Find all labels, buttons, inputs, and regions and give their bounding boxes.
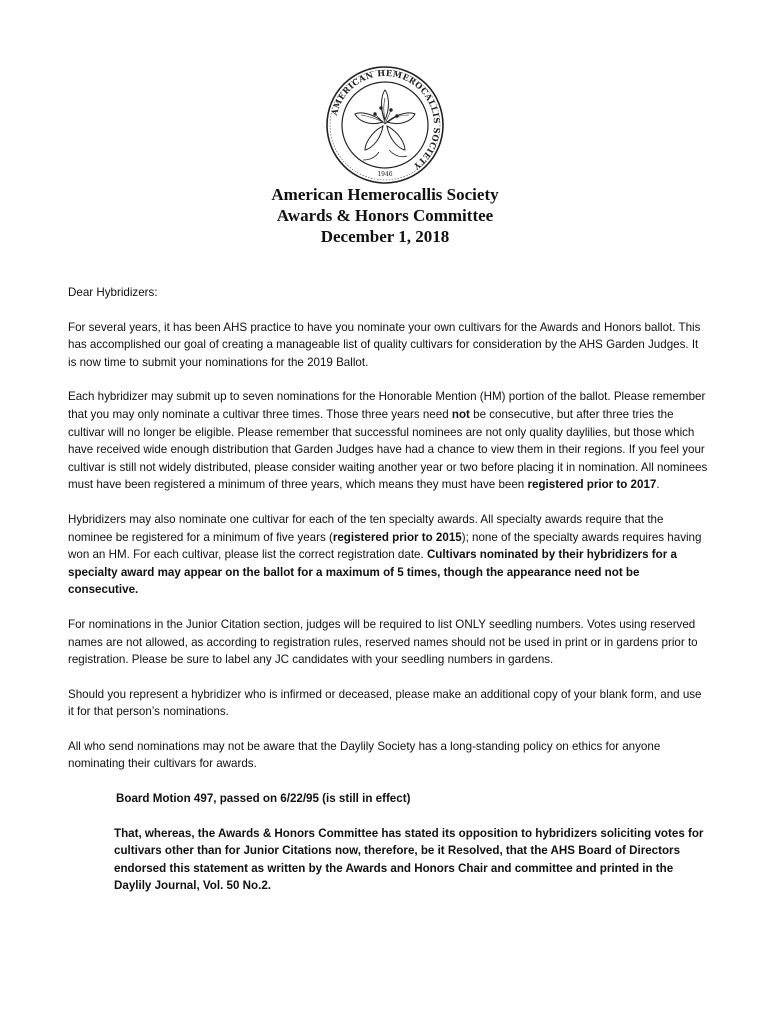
seal-year: 1946 xyxy=(377,171,393,178)
salutation: Dear Hybridizers: xyxy=(68,286,158,299)
paragraph-1: For several years, it has been AHS practice to have you nominate your own cultivars for the Awards and Honors ballot. This has accomplished our goal of creating a manageable list of quality cultivars for consideration by the AHS Garden Judges. It is now time to submit your nominations for the 2019 Ballot. xyxy=(68,320,701,369)
paragraph-2 xyxy=(68,388,708,494)
p2-text-c: be consecutive, but after three tries the cultivar will no longer be eligible. Please remember that successful nominees are not only quality daylilies, but those which have received wide enough distribution that Garden Judges have had a chance to view them in their regions. If you feel your cultivar is still not widely distributed, please consider waiting another year or two before placing it in nomination. All nominees must have been registered a minimum of three years, which means they must have been xyxy=(68,407,708,492)
p3-text-a: Hybridizers may also nominate one cultivar for each of the ten specialty awards. All specialty awards require that the nominee be registered for a minimum of five years ( xyxy=(68,512,664,544)
p3-emphasis-registered: registered prior to 2015 xyxy=(332,530,462,544)
letter-date: December 1, 2018 xyxy=(320,227,450,246)
paragraph-6: All who send nominations may not be aware that the Daylily Society has a long-standing policy on ethics for anyone nominating their cultivars for awards. xyxy=(68,739,661,771)
board-motion-text xyxy=(114,825,708,895)
committee-name: Awards & Honors Committee xyxy=(276,206,494,225)
p2-emphasis-not: not xyxy=(451,407,470,421)
org-name: American Hemerocallis Society xyxy=(271,185,499,204)
board-motion-title xyxy=(116,790,708,808)
board-motion-title-text: Board Motion 497, passed on 6/22/95 (is still in effect) xyxy=(116,792,411,806)
paragraph-5: Should you represent a hybridizer who is infirmed or deceased, please make an additional copy of your blank form, and use it for that person’s nominations. xyxy=(68,687,702,719)
letter-body xyxy=(68,284,708,912)
ahs-seal-logo-icon xyxy=(324,64,446,186)
p2-text-e: . xyxy=(656,478,660,492)
p3-text-c: ); none of the specialty awards requires having won an HM. For each cultivar, please list the correct registration date. xyxy=(68,530,702,562)
p3-emphasis-cultivars: Cultivars nominated by their hybridizers for a specialty award may appear on the ballot for a maximum of 5 times, though the appearance need not be consecutive. xyxy=(68,548,677,597)
letter-header xyxy=(0,184,770,247)
paragraph-3 xyxy=(68,511,708,599)
board-motion-body: That, whereas, the Awards & Honors Committee has stated its opposition to hybridizers soliciting votes for cultivars other than for Junior Citations now, therefore, be it Resolved, that the AHS Board of Directors endorsed this statement as written by the Awards and Honors Chair and committee and printed in the Daylily Journal, Vol. 50 No.2. xyxy=(114,826,704,893)
p2-text-a: Each hybridizer may submit up to seven nominations for the Honorable Mention (HM) portion of the ballot. Please remember that you may only nominate a cultivar three times. Those three years need xyxy=(68,390,706,421)
seal-ring-text: AMERICAN HEMEROCALLIS SOCIETY xyxy=(329,67,443,172)
p2-emphasis-registered: registered prior to 2017 xyxy=(527,478,657,492)
seal-graphic xyxy=(324,64,446,186)
paragraph-4: For nominations in the Junior Citation section, judges will be required to list ONLY seedling numbers. Votes using reserved names are not allowed, as according to registration rules, reserved names should not be used in print or in gardens prior to registration. Please be sure to label any JC candidates with your seedling numbers in gardens. xyxy=(68,617,698,667)
